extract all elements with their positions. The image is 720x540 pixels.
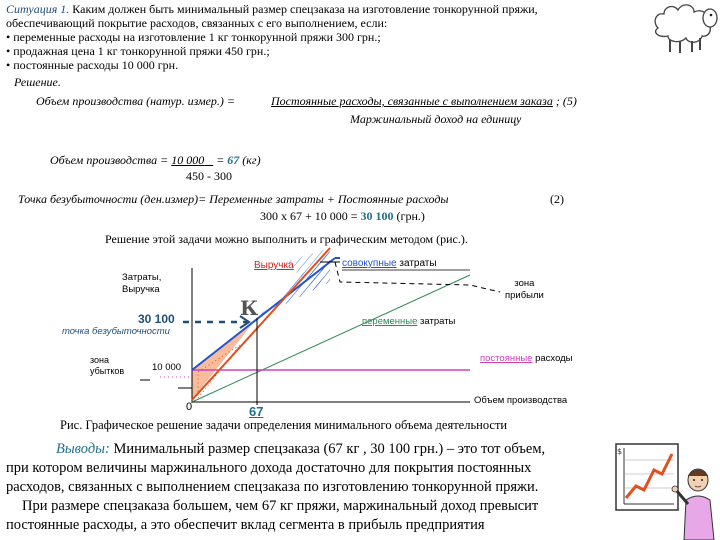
bullet-variable-costs: • переменные расходы на изготовление 1 кг тонкорунной пряжи 300 грн.; bbox=[6, 30, 381, 44]
task-line1: Каким должен быть минимальный размер спецзаказа на изготовление тонкорунной пряжи, bbox=[69, 2, 538, 16]
bullet-price: • продажная цена 1 кг тонкорунной пряжи 450 грн.; bbox=[6, 44, 270, 58]
bullet-fixed-costs: • постоянные расходы 10 000 грн. bbox=[6, 58, 179, 72]
label-10000: 10 000 bbox=[152, 362, 182, 373]
formula2-denominator: 450 - 300 bbox=[186, 169, 232, 183]
label-zero: 0 bbox=[186, 401, 193, 413]
label-total-costs: совокупные затраты bbox=[342, 258, 437, 269]
solution-label: Решение. bbox=[14, 75, 61, 89]
label-revenue: Выручка bbox=[254, 260, 294, 271]
task-line2: обеспечивающий покрытие расходов, связанных с его выполнением, если: bbox=[6, 16, 388, 30]
formula3-result: 30 100 bbox=[360, 209, 394, 223]
conclusion-line3: расходов, связанных с выполнением спецзаказа по изготовлению тонкорунной пряжи. bbox=[6, 479, 539, 495]
graphic-note: Решение этой задачи можно выполнить и графическим методом (рис.). bbox=[105, 232, 468, 246]
label-loss-zone: зона убытков bbox=[90, 355, 125, 376]
label-variable-costs: переменные затраты bbox=[362, 316, 456, 327]
sheep-icon bbox=[648, 0, 720, 56]
formula3-number: (2) bbox=[550, 192, 564, 206]
figure-caption: Рис. Графическое решение задачи определения минимального объема деятельности bbox=[60, 418, 508, 432]
conclusion-line1: Выводы: Минимальный размер спецзаказа (67 кг , 30 100 грн.) – это тот объем, bbox=[56, 441, 546, 457]
label-breakeven: точка безубыточности bbox=[62, 326, 170, 337]
conclusion-line5: постоянные расходы, а это обеспечит вклад сегмента в прибыль предприятия bbox=[6, 517, 485, 533]
svg-text:$: $ bbox=[617, 447, 623, 456]
label-fixed-costs: постоянные расходы bbox=[480, 353, 573, 364]
total-cost-line bbox=[192, 258, 335, 370]
label-30100: 30 100 bbox=[138, 312, 175, 326]
formula2-numerator: 10 000 bbox=[171, 153, 205, 167]
formula3-text: Точка безубыточности (ден.измер)= Переменные затраты + Постоянные расходы bbox=[18, 192, 449, 206]
formula2-result: 67 bbox=[227, 153, 240, 167]
formula3-calc: 300 х 67 + 10 000 = 30 100 (грн.) bbox=[260, 209, 425, 223]
conclusion-line2: при котором величины маржинального дохода достаточно для покрытия постоянных bbox=[6, 460, 532, 476]
label-k: К bbox=[240, 296, 259, 320]
conclusion-label: Выводы: bbox=[56, 441, 110, 457]
presenter-icon bbox=[614, 440, 718, 540]
situation-label: Ситуация 1. bbox=[6, 2, 70, 16]
formula2-line: Объем производства = 10 000 = 67 (кг) bbox=[50, 153, 261, 167]
formula1-suffix: ; (5) bbox=[552, 94, 577, 108]
label-67: 67 bbox=[249, 404, 264, 419]
formula1-numerator: Постоянные расходы, связанные с выполнением заказа bbox=[271, 94, 553, 108]
formula1-lhs: Объем производства (натур. измер.) = bbox=[36, 94, 236, 108]
label-x-axis: Объем производства bbox=[474, 395, 568, 406]
formula1-denominator: Маржинальный доход на единицу bbox=[350, 112, 522, 126]
conclusion-line4: При размере спецзаказа большем, чем 67 кг пряжи, маржинальный доход превысит bbox=[22, 498, 539, 514]
label-costs-axis: Затраты, Выручка bbox=[122, 272, 162, 295]
label-profit-zone: зона прибыли bbox=[505, 278, 544, 301]
